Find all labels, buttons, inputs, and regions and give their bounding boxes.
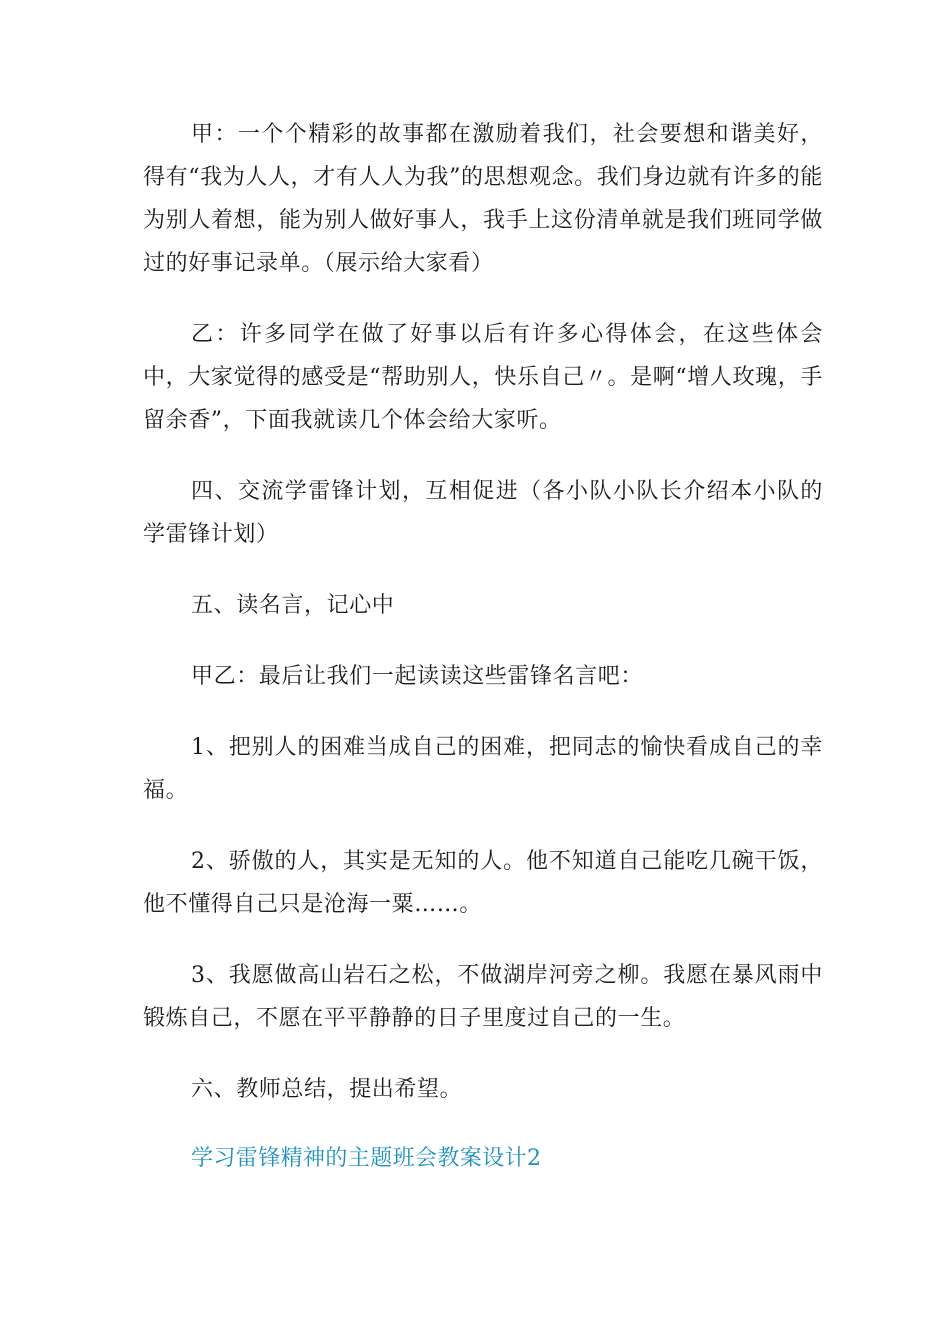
section-five-read-quotes: 五、读名言，记心中	[191, 593, 395, 618]
quote-item-1: 1、把别人的困难当成自己的困难，把同志的愉快看成自己的幸福。	[143, 735, 823, 803]
paragraph-jia-stories: 甲：一个个精彩的故事都在激励着我们，社会要想和谐美好，得有“我为人人，才有人人为我”的思想观念。我们身边就有许多的能为别人着想，能为别人做好事人，我手上这份清单就是我们班同学做过的好事记录单。（展示给大家看）	[143, 122, 823, 276]
next-section-title-link[interactable]: 学习雷锋精神的主题班会教案设计2	[191, 1146, 542, 1171]
section-six-teacher-summary: 六、教师总结，提出希望。	[191, 1077, 463, 1102]
quote-item-3: 3、我愿做高山岩石之松，不做湖岸河旁之柳。我愿在暴风雨中锻炼自己，不愿在平平静静的日子里度过自己的一生。	[143, 963, 823, 1031]
quote-item-2: 2、骄傲的人，其实是无知的人。他不知道自己能吃几碗干饭，他不懂得自己只是沧海一粟……。	[143, 849, 823, 917]
paragraph-jiayi-read-quotes: 甲乙：最后让我们一起读读这些雷锋名言吧：	[191, 664, 644, 689]
section-four-exchange-plan: 四、交流学雷锋计划，互相促进（各小队小队长介绍本小队的学雷锋计划）	[143, 479, 823, 547]
document-body	[143, 113, 823, 1180]
paragraph-yi-experience: 乙：许多同学在做了好事以后有许多心得体会，在这些体会中，大家觉得的感受是“帮助别人，快乐自己〃。是啊“增人玫瑰，手留余香”，下面我就读几个体会给大家听。	[143, 322, 823, 433]
